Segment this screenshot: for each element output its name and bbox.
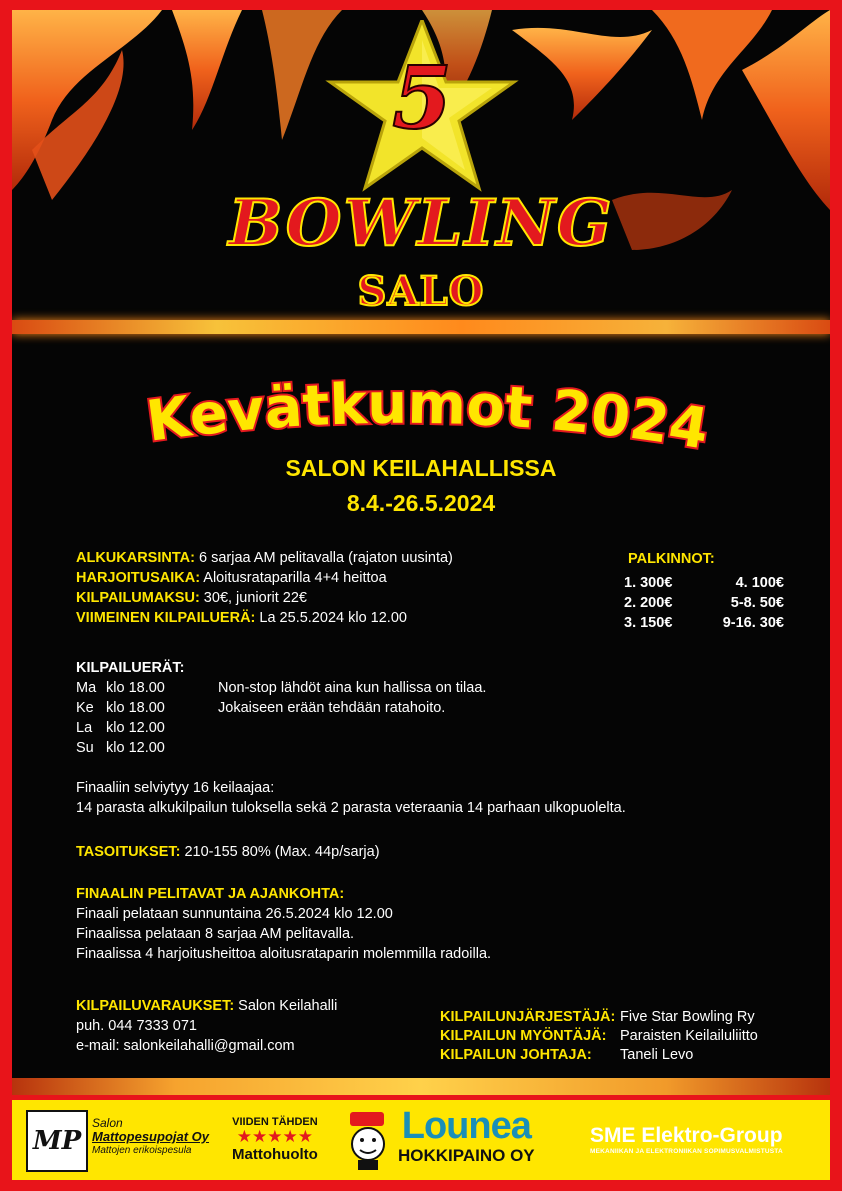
- booking-phone: puh. 044 7333 071: [76, 1018, 197, 1034]
- brand-name: BOWLING: [228, 186, 614, 261]
- prize-row: 2. 200€ 5-8. 50€: [624, 595, 784, 611]
- brand-city: SALO: [357, 268, 485, 315]
- info-row: VIIMEINEN KILPAILUERÄ: La 25.5.2024 klo 12.00: [76, 610, 407, 626]
- info-row: KILPAILUMAKSU: 30€, juniorit 22€: [76, 590, 307, 606]
- event-title-text: Kevätkumot 2024: [142, 371, 713, 458]
- viiden-tahden-logo: VIIDEN TÄHDEN ★★★★★ Mattohuolto: [232, 1116, 318, 1163]
- handicap: TASOITUKSET: 210-155 80% (Max. 44p/sarja): [76, 844, 380, 860]
- poster: [12, 10, 830, 1095]
- event-title: [67, 368, 787, 458]
- event-dates: 8.4.-26.5.2024: [346, 490, 496, 516]
- fire-divider-bottom: [12, 1078, 830, 1095]
- round-time-row: Su klo 12.00: [76, 740, 165, 756]
- fire-divider-top: [12, 320, 830, 334]
- organizer-row: KILPAILUNJÄRJESTÄJÄ: Five Star Bowling Ry: [440, 1009, 755, 1025]
- info-row: HARJOITUSAIKA: Aloitusrataparilla 4+4 heittoa: [76, 570, 387, 586]
- sme-logo: SME Elektro-Group MEKANIIKAN JA ELEKTRONIIKAN SOPIMUSVALMISTUSTA: [590, 1124, 783, 1155]
- mascot-icon: [346, 1110, 390, 1172]
- final-intro: Finaaliin selviytyy 16 keilaajaa: 14 parasta alkukilpailun tuloksella sekä 2 parasta veteraania 14 parhaan ulkopuolelta.: [76, 780, 626, 816]
- prizes-table: [624, 573, 784, 633]
- lounea-logo: Lounea HOKKIPAINO OY: [398, 1105, 535, 1165]
- booking-email: e-mail: salonkeilahalli@gmail.com: [76, 1038, 295, 1054]
- prize-row: 3. 150€ 9-16. 30€: [624, 615, 784, 631]
- star-number: 5: [392, 48, 452, 149]
- round-time-row: Ke klo 18.00: [76, 700, 165, 716]
- rounds-heading: KILPAILUERÄT:: [76, 660, 185, 676]
- organizers-block: [440, 1008, 758, 1065]
- mattopesu-text: Salon Mattopesupojat Oy Mattojen erikoispesula: [92, 1116, 210, 1156]
- stars-icon: ★★★★★: [236, 1127, 313, 1146]
- round-time-row: La klo 12.00: [76, 720, 165, 736]
- sponsor-bar: [12, 1100, 830, 1180]
- booking-block: KILPAILUVARAUKSET: Salon Keilahalli puh. 044 7333 071 e-mail: salonkeilahalli@gmail.com: [76, 998, 338, 1054]
- info-row: ALKUKARSINTA: 6 sarjaa AM pelitavalla (rajaton uusinta): [76, 550, 453, 566]
- organizer-row: KILPAILUN JOHTAJA: Taneli Levo: [440, 1047, 694, 1063]
- organizer-row: KILPAILUN MYÖNTÄJÄ: Paraisten Keilailuliitto: [440, 1028, 758, 1044]
- event-subtitle: SALON KEILAHALLISSA: [285, 455, 557, 481]
- prize-row: 1. 300€ 4. 100€: [624, 575, 784, 591]
- rounds-times: [76, 678, 165, 758]
- mattopesu-logo: MP: [26, 1110, 88, 1172]
- final-heading: FINAALIN PELITAVAT JA AJANKOHTA:: [76, 886, 345, 902]
- info-block: [76, 548, 453, 628]
- final-block: FINAALIN PELITAVAT JA AJANKOHTA: Finaali pelataan sunnuntaina 26.5.2024 klo 12.00 Finaalissa pelataan 8 sarjaa AM pelitavalla. Finaalissa 4 harjoitusheittoa aloitusrataparin molemmilla radoilla.: [76, 886, 492, 962]
- svg-text:Kevätkumot 2024: [143, 372, 713, 458]
- rounds-notes: Non-stop lähdöt aina kun hallissa on tilaa. Jokaiseen erään tehdään ratahoito.: [218, 680, 487, 716]
- round-time-row: Ma klo 18.00: [76, 680, 165, 696]
- prizes-heading: PALKINNOT:: [628, 551, 715, 567]
